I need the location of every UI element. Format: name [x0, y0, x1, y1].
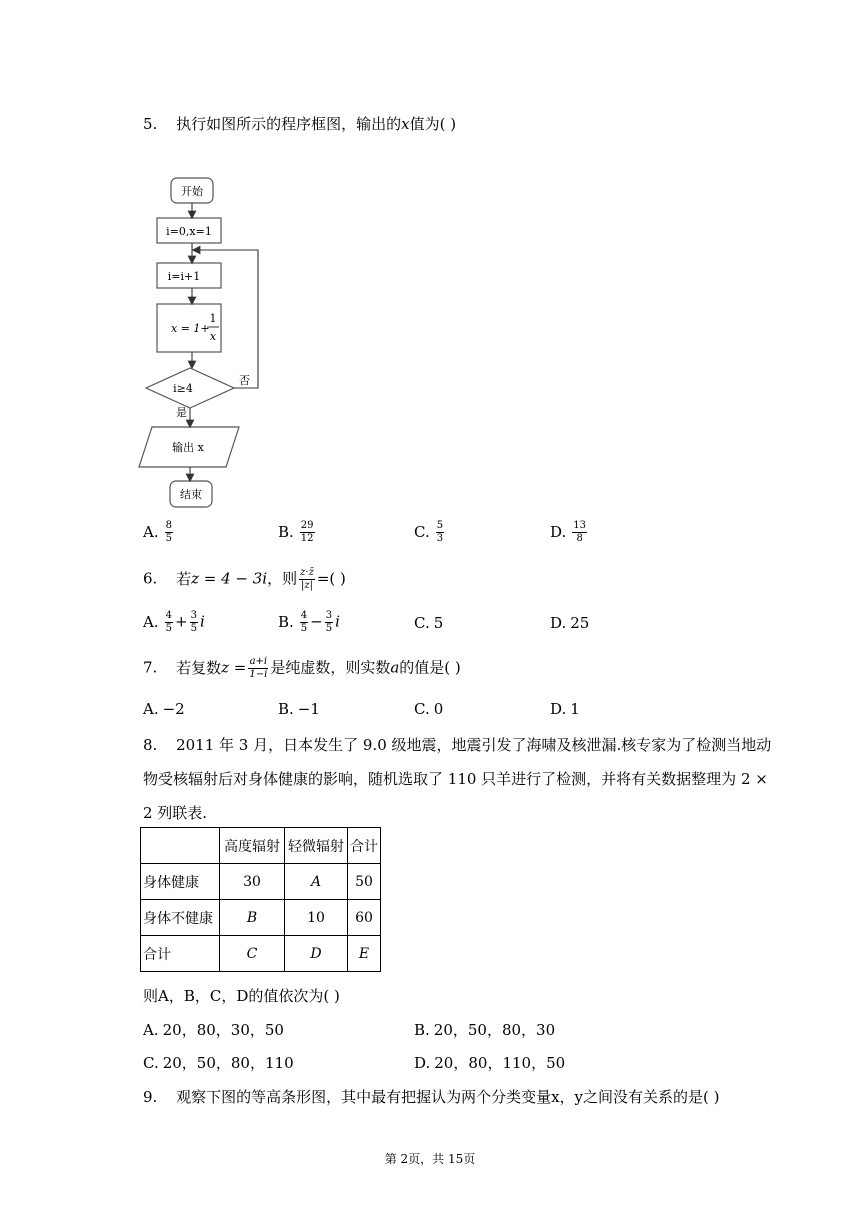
flowchart-assign-den: x — [209, 330, 217, 343]
flowchart-init-text: i=0,x=1 — [166, 225, 212, 238]
table-cell: 合计 — [141, 936, 220, 972]
contingency-table — [140, 827, 381, 972]
q5-option-b[interactable]: B. $\frac{29}{12}$ — [278, 520, 314, 544]
q5-text-a: 执行如图所示的程序框图，输出的 — [176, 115, 402, 133]
q5-text-b: 值为( ) — [409, 115, 457, 133]
q6-fraction: $\frac{z\cdot z̄}{|z|}$ — [300, 567, 314, 591]
q7-option-a[interactable]: A. −2 — [143, 700, 185, 718]
table-header-cell — [141, 828, 220, 864]
q8-line-3: 2 列联表. — [143, 804, 208, 822]
table-header-cell: 轻微辐射 — [285, 828, 348, 864]
q6-text-b: ，则 — [267, 569, 298, 588]
q8-option-d[interactable]: D. 20，80，110，50 — [414, 1054, 566, 1072]
q6-stem — [143, 567, 346, 592]
q6-option-c[interactable]: C. 5 — [414, 614, 444, 632]
q7-expr: z = — [221, 658, 247, 677]
q7-var: a — [390, 658, 400, 677]
q6-option-b[interactable]: B. $\frac{4}{5}$ − $\frac{3}{5}$ i — [278, 610, 340, 634]
q9-stem — [143, 1086, 720, 1107]
q8-line-1 — [143, 734, 771, 755]
flowchart-cond-text: i≥4 — [173, 382, 193, 395]
flowchart-end-text: 结束 — [180, 488, 202, 501]
q5-stem — [143, 113, 456, 134]
q8-option-b[interactable]: B. 20，50，80，30 — [414, 1021, 556, 1039]
q7-text-b: 是纯虚数，则实数 — [270, 658, 391, 677]
q6-expr: z = 4 − 3i — [191, 569, 268, 588]
q5-option-d[interactable]: D. $\frac{13}{8}$ — [550, 520, 586, 544]
q5-number: 5. — [143, 115, 158, 133]
q9-text: 观察下图的等高条形图，其中最有把握认为两个分类变量x，y之间没有关系的是( ) — [176, 1088, 720, 1106]
q7-fraction: $\frac{a+i}{1-i}$ — [249, 656, 268, 680]
table-cell: 60 — [348, 900, 381, 936]
table-cell: E — [348, 936, 381, 972]
q8-text-1: 2011 年 3 月，日本发生了 9.0 级地震，地震引发了海啸及核泄漏.核专家为了检测当地动 — [176, 736, 772, 754]
q8-option-a[interactable]: A. 20，80，30，50 — [143, 1021, 284, 1039]
flowchart-yes-label: 是 — [176, 406, 187, 419]
q6-text-c: =( ) — [316, 569, 346, 588]
flowchart-output-text: 输出 x — [172, 441, 204, 454]
q5-option-c[interactable]: C. $\frac{5}{3}$ — [414, 520, 444, 544]
q5-var: x — [401, 115, 410, 133]
q6-text-a: 若 — [176, 569, 192, 588]
q7-stem — [143, 656, 461, 681]
table-cell: 10 — [285, 900, 348, 936]
table-cell: D — [285, 936, 348, 972]
flowchart-no-label: 否 — [239, 374, 250, 387]
q7-option-d[interactable]: D. 1 — [550, 700, 580, 718]
q8-number: 8. — [143, 736, 158, 754]
table-cell: 身体不健康 — [141, 900, 220, 936]
q6-option-d[interactable]: D. 25 — [550, 614, 590, 632]
q6-number: 6. — [143, 569, 158, 588]
table-row — [141, 936, 381, 972]
flowchart-assign-lhs: x = 1+ — [171, 322, 210, 335]
flowchart — [138, 170, 268, 515]
table-header-cell: 高度辐射 — [220, 828, 285, 864]
q8-line-2: 物受核辐射后对身体健康的影响，随机选取了 110 只羊进行了检测，并将有关数据整理为 2 × — [143, 770, 768, 788]
table-row — [141, 864, 381, 900]
table-cell: 30 — [220, 864, 285, 900]
q7-option-b[interactable]: B. −1 — [278, 700, 320, 718]
q7-text-c: 的值是( ) — [399, 658, 461, 677]
table-cell: C — [220, 936, 285, 972]
q7-text-a: 若复数 — [176, 658, 222, 677]
q7-number: 7. — [143, 658, 158, 677]
q7-option-c[interactable]: C. 0 — [414, 700, 444, 718]
q9-number: 9. — [143, 1088, 158, 1106]
table-cell: 身体健康 — [141, 864, 220, 900]
flowchart-start-text: 开始 — [181, 185, 203, 198]
table-header-row — [141, 828, 381, 864]
flowchart-incr-text: i=i+1 — [167, 270, 201, 283]
table-cell: B — [220, 900, 285, 936]
table-header-cell: 合计 — [348, 828, 381, 864]
table-cell: 50 — [348, 864, 381, 900]
flowchart-assign-num: 1 — [209, 312, 217, 325]
q5-option-a[interactable]: A. $\frac{8}{5}$ — [143, 520, 172, 544]
page-footer: 第 2页，共 15页 — [384, 1152, 476, 1166]
q8-question: 则A，B，C，D的值依次为( ) — [143, 987, 340, 1005]
q8-option-c[interactable]: C. 20，50，80，110 — [143, 1054, 294, 1072]
table-cell: A — [285, 864, 348, 900]
q6-option-a[interactable]: A. $\frac{4}{5}$ + $\frac{3}{5}$ i — [143, 610, 205, 634]
table-row — [141, 900, 381, 936]
